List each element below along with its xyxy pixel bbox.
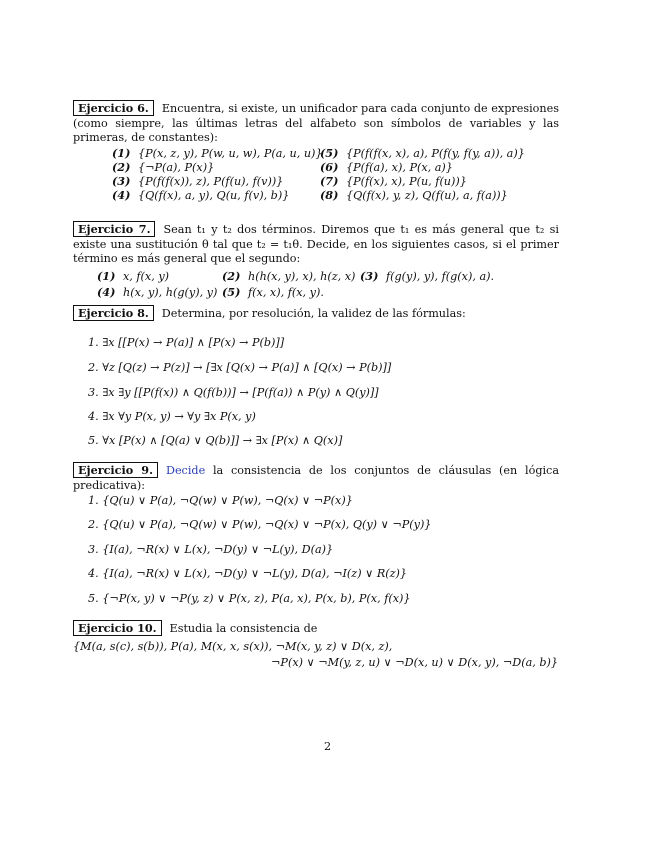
ex8-formula-5: 5. ∀x [P(x) ∧ [Q(a) ∨ Q(b)]] → ∃x [P(x) ∧ Q(x)] [88,434,343,447]
ex7-item-1: (1) x, f(x, y) [97,269,170,283]
exercise-9-label: Ejercicio 9. [73,462,158,478]
ex6-item-6: (6) {P(f(a), x), P(x, a)} [320,160,453,174]
page-number: 2 [323,740,332,753]
ex7-item-2: (2) h(h(x, y), x), h(z, x) [222,269,356,283]
decide-link[interactable]: Decide [165,464,206,477]
ex6-item-8: (8) {Q(f(x), y, z), Q(f(u), a, f(a))} [320,188,508,202]
ex8-formula-4: 4. ∃x ∀y P(x, y) → ∀y ∃x P(x, y) [88,410,256,423]
ex7-item-3: (3) f(g(y), y), f(g(x), a). [360,269,495,283]
ex10-clauses-line-2: ¬P(x) ∨ ¬M(y, z, u) ∨ ¬D(x, u) ∨ D(x, y), ¬D(a, b)} [271,656,558,669]
ex8-formula-1: 1. ∃x [[P(x) → P(a)] ∧ [P(x) → P(b)]] [88,336,285,349]
ex9-set-4: 4. {I(a), ¬R(x) ∨ L(x), ¬D(y) ∨ ¬L(y), D(a), ¬I(z) ∨ R(z)} [88,567,408,580]
exercise-8-statement [73,306,559,322]
ex9-set-2: 2. {Q(u) ∨ P(a), ¬Q(w) ∨ P(w), ¬Q(x) ∨ ¬P(x), Q(y) ∨ ¬P(y)} [88,518,432,531]
ex6-item-2: (2) {¬P(a), P(x)} [112,160,215,174]
ex7-item-5: (5) f(x, x), f(x, y). [222,285,324,299]
exercise-6-text: Encuentra, si existe, un unificador para cada conjunto de expresiones (como siempre, las últimas letras del alfabeto son símbolos de variables y las primeras, de constantes): [73,102,559,144]
exercise-8-label: Ejercicio 8. [73,305,154,321]
exercise-6-statement [73,101,559,146]
exercise-7-text: Sean t₁ y t₂ dos términos. Diremos que t₁ es más general que t₂ si existe una sustitución θ tal que t₂ = t₁θ. Decide, en los siguientes casos, si el primer término es más general que el segundo: [73,223,559,265]
exercise-7-label: Ejercicio 7. [73,221,155,237]
ex9-set-3: 3. {I(a), ¬R(x) ∨ L(x), ¬D(y) ∨ ¬L(y), D(a)} [88,543,334,556]
ex8-formula-3: 3. ∃x ∃y [[P(f(x)) ∧ Q(f(b))] → [P(f(a)) ∧ P(y) ∧ Q(y)]] [88,386,379,399]
ex7-item-4: (4) h(x, y), h(g(y), y) [97,285,218,299]
ex6-item-3: (3) {P(f(f(x)), z), P(f(u), f(v))} [112,174,284,188]
exercise-9-statement [73,463,559,493]
exercise-8-text: Determina, por resolución, la validez de las fórmulas: [161,307,466,320]
ex6-item-1: (1) {P(x, z, y), P(w, u, w), P(a, u, u)} [112,146,323,160]
ex9-set-1: 1. {Q(u) ∨ P(a), ¬Q(w) ∨ P(w), ¬Q(x) ∨ ¬P(x)} [88,494,353,507]
exercise-10-text: Estudia la consistencia de [169,622,318,635]
ex8-formula-2: 2. ∀z [Q(z) → P(z)] → [∃x [Q(x) → P(a)] ∧ [Q(x) → P(b)]] [88,361,392,374]
exercise-10-statement [73,621,559,637]
ex6-item-5: (5) {P(f(f(x, x), a), P(f(y, f(y, a)), a)} [320,146,525,160]
ex10-clauses-line-1: {M(a, s(c), s(b)), P(a), M(x, x, s(x)), ¬M(x, y, z) ∨ D(x, z), [73,640,393,653]
exercise-6-label: Ejercicio 6. [73,100,154,116]
ex6-item-7: (7) {P(f(x), x), P(u, f(u))} [320,174,467,188]
exercise-7-statement [73,222,559,267]
ex9-set-5: 5. {¬P(x, y) ∨ ¬P(y, z) ∨ P(x, z), P(a, x), P(x, b), P(x, f(x)} [88,592,411,605]
exercise-9-text: la consistencia de los conjuntos de cláusulas (en lógica predicativa): [73,464,559,492]
ex6-item-4: (4) {Q(f(x), a, y), Q(u, f(v), b)} [112,188,290,202]
exercise-10-label: Ejercicio 10. [73,620,162,636]
